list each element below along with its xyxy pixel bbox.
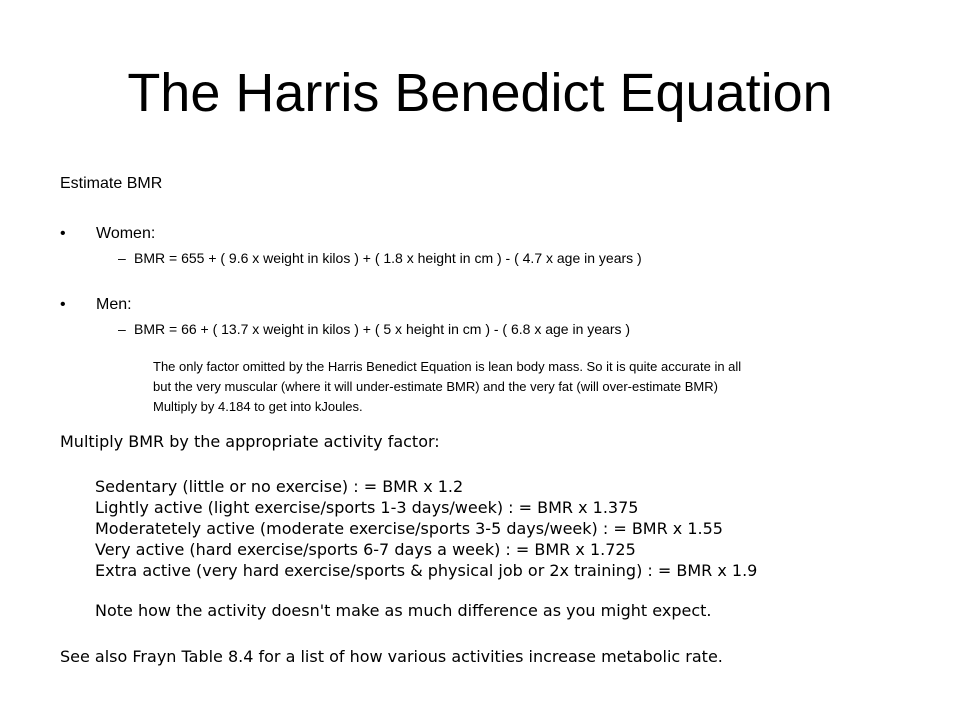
activity-level-extra-active: Extra active (very hard exercise/sports & physical job or 2x training) : = BMR x 1.9: [95, 561, 758, 580]
activity-level-sedentary: Sedentary (little or no exercise) : = BMR x 1.2: [95, 477, 464, 496]
slide-title: The Harris Benedict Equation: [127, 63, 833, 123]
activity-level-very-active: Very active (hard exercise/sports 6-7 days a week) : = BMR x 1.725: [95, 540, 636, 559]
note-line-1: The only factor omitted by the Harris Benedict Equation is lean body mass. So it is quite accurate in all: [153, 359, 742, 374]
activity-level-lightly-active: Lightly active (light exercise/sports 1-3 days/week) : = BMR x 1.375: [95, 498, 639, 517]
men-label: Men:: [96, 296, 132, 313]
see-also-text: See also Frayn Table 8.4 for a list of how various activities increase metabolic rate.: [60, 647, 723, 666]
women-dash: –: [118, 250, 126, 266]
activity-level-moderately-active: Moderatetely active (moderate exercise/sports 3-5 days/week) : = BMR x 1.55: [95, 519, 723, 538]
note-line-2: but the very muscular (where it will under-estimate BMR) and the very fat (will over-estimate BMR): [153, 379, 718, 394]
note-line-3: Multiply by 4.184 to get into kJoules.: [153, 399, 363, 414]
women-formula: BMR = 655 + ( 9.6 x weight in kilos ) + ( 1.8 x height in cm ) - ( 4.7 x age in years ): [134, 250, 642, 266]
men-dash: –: [118, 321, 126, 337]
women-label: Women:: [96, 225, 156, 242]
activity-heading: Multiply BMR by the appropriate activity factor:: [60, 432, 440, 451]
men-formula: BMR = 66 + ( 13.7 x weight in kilos ) + ( 5 x height in cm ) - ( 6.8 x age in years ): [134, 321, 631, 337]
women-bullet: •: [60, 225, 66, 242]
activity-list: [95, 476, 757, 581]
men-bullet: •: [60, 296, 66, 313]
intro-text: Estimate BMR: [60, 175, 163, 192]
activity-note: Note how the activity doesn't make as much difference as you might expect.: [95, 601, 712, 620]
